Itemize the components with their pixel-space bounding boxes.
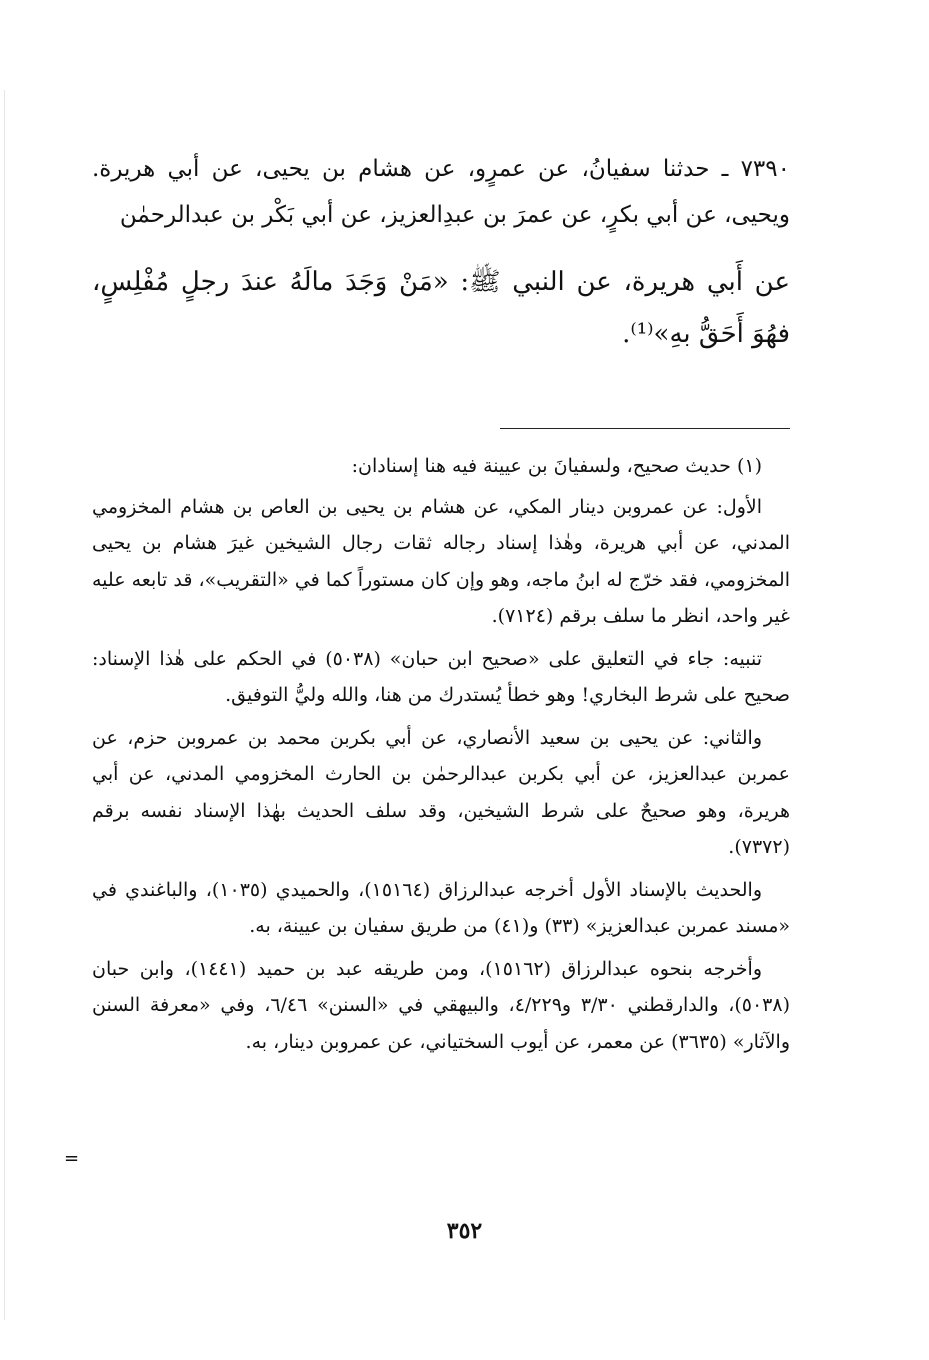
footnote-paragraph: والثاني: عن يحيى بن سعيد الأنصاري، عن أبي بكربن محمد بن عمروبن حزم، عن عمربن عبدالعزيز، عن أبي بكربن عبدالرحمٰن بن الحارث المخزومي المدني، عن أبي هريرة، وهو صحيحٌ على شرط الشيخين، وقد سلف الحديث بهٰذا الإسناد نفسه برقم (٧٣٧٢). — [92, 726, 790, 858]
footnotes — [92, 448, 790, 1064]
hadith-block — [92, 146, 790, 360]
scan-edge-line — [4, 90, 5, 1320]
footnote-separator — [500, 428, 790, 429]
footnote-paragraph: (١) حديث صحيح، ولسفيانَ بن عيينة فيه هنا إسنادان: — [351, 455, 762, 477]
footnote-paragraph: تنبيه: جاء في التعليق على «صحيح ابن حبان» (٥٠٣٨) في الحكم على هٰذا الإسناد: صحيح على شرط البخاري! وهو خطأ يُستدرك من هنا، والله وليُّ التوفيق. — [92, 647, 790, 706]
footnote-paragraph: والحديث بالإسناد الأول أخرجه عبدالرزاق (١٥١٦٤)، والحميدي (١٠٣٥)، والباغندي في «مسند عمربن عبدالعزيز» (٣٣) و(٤١) من طريق سفيان بن عيينة، به. — [92, 878, 790, 937]
hadith-isnad: ٧٣٩٠ ـ حدثنا سفيانُ، عن عمرٍو، عن هشام بن يحيى، عن أبي هريرة. ويحيى، عن أبي بكرٍ، عن عمرَ بن عبدِالعزيز، عن أبي بَكْر بن عبدالرحمٰن — [92, 156, 790, 228]
page-number: ٣٥٢ — [446, 1218, 483, 1244]
footnote-paragraph: وأخرجه بنحوه عبدالرزاق (١٥١٦٢)، ومن طريقه عبد بن حميد (١٤٤١)، وابن حبان (٥٠٣٨)، والدارقطني ٣/٣٠ و٤/٢٢٩، والبيهقي في «السنن» ٦/٤٦، وفي «معرفة السنن والآثار» (٣٦٣٥) عن معمر، عن أيوب السختياني، عن عمروبن دينار، به. — [92, 957, 791, 1053]
hadith-matn: عن أَبي هريرة، عن النبي ﷺ: «مَنْ وَجَدَ مالَهُ عندَ رجلٍ مُفْلِسٍ، فهُوَ أَحَقُّ بهِ»⁽¹⁾. — [92, 267, 790, 349]
footnote-paragraph: الأول: عن عمروبن دينار المكي، عن هشام بن يحيى بن العاص بن هشام المخزومي المدني، عن أبي هريرة، وهٰذا إسناد رجاله ثقات رجال الشيخين غيرَ هشام بن يحيى المخزومي، فقد خرّج له ابنُ ماجه، وهو وإن كان مستوراً كما في «التقريب»، قد تابعه عليه غير واحد، انظر ما سلف برقم (٧١٢٤). — [92, 495, 790, 627]
margin-mark: = — [64, 1148, 80, 1169]
